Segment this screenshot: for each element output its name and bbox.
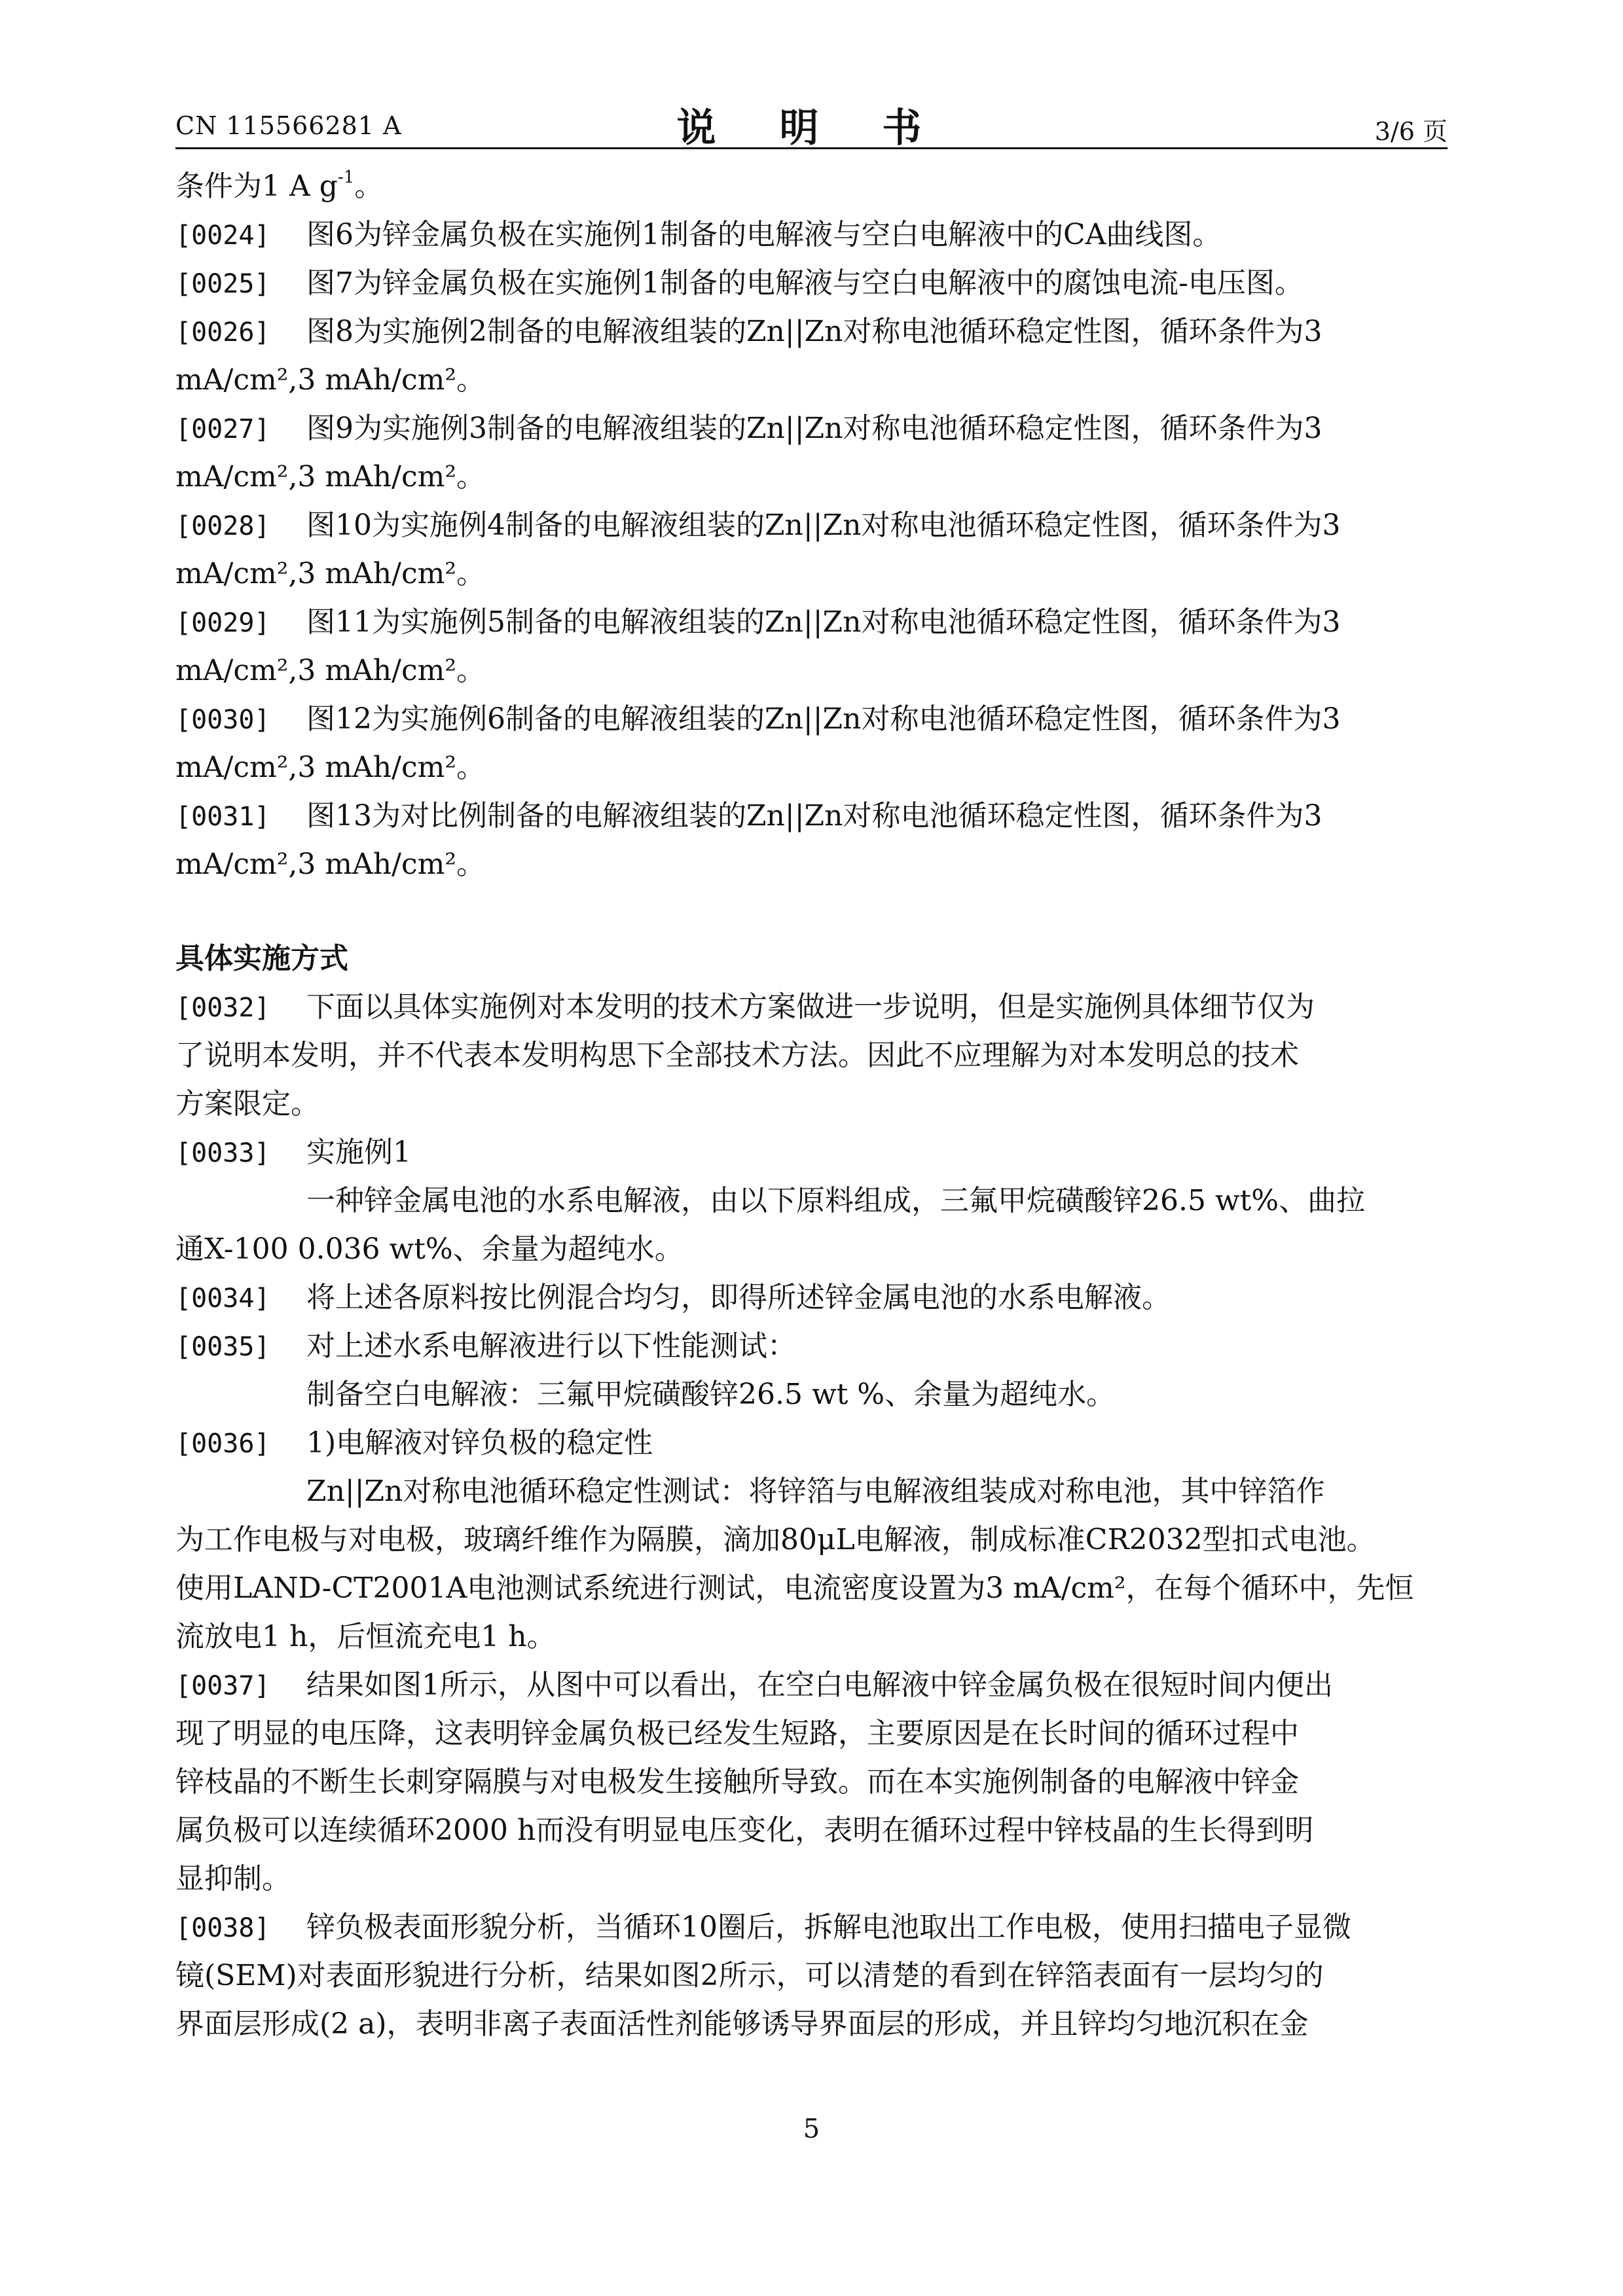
paragraph-number: [0034] <box>175 1283 270 1314</box>
line-text: 图11为实施例5制备的电解液组装的Zn||Zn对称电池循环稳定性图，循环条件为3 <box>306 605 1341 639</box>
paragraph-number: [0036] <box>175 1429 270 1459</box>
line-text: 锌负极表面形貌分析，当循环10圈后，拆解电池取出工作电极，使用扫描电子显微 <box>306 1910 1351 1944</box>
figure-descriptions <box>175 162 1448 889</box>
line-text: 实施例1 <box>306 1136 411 1169</box>
text-line <box>175 1419 1448 1467</box>
line-text: 将上述各原料按比例混合均匀，即得所述锌金属电池的水系电解液。 <box>306 1281 1171 1314</box>
paragraph-number: [0030] <box>175 705 270 735</box>
line-text: mA/cm²,3 mAh/cm²。 <box>175 363 485 397</box>
line-text: 下面以具体实施例对本发明的技术方案做进一步说明，但是实施例具体细节仅为 <box>306 990 1315 1024</box>
line-text: mA/cm²,3 mAh/cm²。 <box>175 460 485 493</box>
line-text: 图13为对比例制备的电解液组装的Zn||Zn对称电池循环稳定性图，循环条件为3 <box>306 799 1322 833</box>
line-text: 方案限定。 <box>175 1087 319 1121</box>
line-text: 一种锌金属电池的水系电解液，由以下原料组成，三氟甲烷磺酸锌26.5 wt%、曲拉 <box>306 1184 1366 1217</box>
text-line <box>175 1952 1448 2000</box>
line-text: 镜(SEM)对表面形貌进行分析，结果如图2所示，可以清楚的看到在锌箔表面有一层均匀的 <box>175 1959 1324 1992</box>
line-text: mA/cm²,3 mAh/cm²。 <box>175 654 485 687</box>
line-text: 1)电解液对锌负极的稳定性 <box>306 1426 653 1460</box>
text-line <box>175 1758 1448 1806</box>
paragraph-number: [0028] <box>175 511 270 541</box>
text-line <box>175 1274 1448 1322</box>
paragraph-number: [0024] <box>175 221 270 251</box>
text-line <box>175 792 1448 840</box>
line-text: 界面层形成(2 a)，表明非离子表面活性剂能够诱导界面层的形成，并且锌均匀地沉积在金 <box>175 2007 1309 2041</box>
text-line <box>175 453 1448 501</box>
line-text: 属负极可以连续循环2000 h而没有明显电压变化，表明在循环过程中锌枝晶的生长得到明 <box>175 1814 1314 1847</box>
text-line <box>175 356 1448 404</box>
paragraph-number: [0025] <box>175 269 270 299</box>
line-text: 条件为1 A g <box>175 170 338 203</box>
text-line <box>175 1322 1448 1371</box>
text-line <box>175 1177 1448 1225</box>
text-line <box>175 1855 1448 1903</box>
line-suffix: 。 <box>354 170 384 203</box>
line-text: 对上述水系电解液进行以下性能测试： <box>306 1329 796 1363</box>
text-line <box>175 1225 1448 1274</box>
line-text: 图7为锌金属负极在实施例1制备的电解液与空白电解液中的腐蚀电流-电压图。 <box>306 266 1304 300</box>
line-text: 图8为实施例2制备的电解液组装的Zn||Zn对称电池循环稳定性图，循环条件为3 <box>306 315 1322 348</box>
text-line <box>175 1371 1448 1419</box>
section-gap <box>175 889 1448 935</box>
header-rule <box>175 147 1448 149</box>
text-line <box>175 404 1448 453</box>
line-text: 通X-100 0.036 wt%、余量为超纯水。 <box>175 1232 684 1266</box>
line-text: 锌枝晶的不断生长刺穿隔膜与对电极发生接触所导致。而在本实施例制备的电解液中锌金 <box>175 1765 1299 1799</box>
superscript: -1 <box>337 168 355 187</box>
text-line <box>175 211 1448 259</box>
line-text: 图9为实施例3制备的电解液组装的Zn||Zn对称电池循环稳定性图，循环条件为3 <box>306 412 1322 445</box>
paragraph-number: [0026] <box>175 317 270 348</box>
text-line <box>175 501 1448 550</box>
text-line <box>175 550 1448 598</box>
paragraph-number: [0027] <box>175 414 270 444</box>
embodiment-paragraphs <box>175 983 1448 2049</box>
line-text: 流放电1 h，后恒流充电1 h。 <box>175 1620 556 1653</box>
line-text: mA/cm²,3 mAh/cm²。 <box>175 751 485 784</box>
text-line <box>175 1903 1448 1952</box>
text-line <box>175 1564 1448 1613</box>
page-number: 5 <box>803 2114 820 2144</box>
line-text: 使用LAND-CT2001A电池测试系统进行测试，电流密度设置为3 mA/cm²，在每个循环中，先恒 <box>175 1571 1414 1605</box>
text-line <box>175 744 1448 792</box>
paragraph-number: [0035] <box>175 1332 270 1362</box>
text-line <box>175 1128 1448 1177</box>
text-line <box>175 2000 1448 2049</box>
page-indicator: 3/6 页 <box>1374 117 1448 146</box>
text-line <box>175 1516 1448 1564</box>
patent-number: CN 115566281 A <box>175 111 402 140</box>
line-text: 制备空白电解液：三氟甲烷磺酸锌26.5 wt %、余量为超纯水。 <box>306 1378 1116 1411</box>
paragraph-number: [0032] <box>175 993 270 1023</box>
paragraph-number: [0029] <box>175 608 270 638</box>
text-line <box>175 1031 1448 1080</box>
text-line <box>175 598 1448 647</box>
section-heading: 具体实施方式 <box>175 942 348 975</box>
paragraph-number: [0037] <box>175 1671 270 1701</box>
line-text: Zn||Zn对称电池循环稳定性测试：将锌箔与电解液组装成对称电池，其中锌箔作 <box>306 1475 1325 1508</box>
line-text: mA/cm²,3 mAh/cm²。 <box>175 557 485 590</box>
text-line <box>175 1467 1448 1516</box>
paragraph-number: [0038] <box>175 1913 270 1943</box>
text-line <box>175 983 1448 1031</box>
text-line <box>175 308 1448 356</box>
text-line <box>175 1613 1448 1661</box>
line-text: 图10为实施例4制备的电解液组装的Zn||Zn对称电池循环稳定性图，循环条件为3 <box>306 509 1341 542</box>
text-line <box>175 1661 1448 1710</box>
line-text: 了说明本发明，并不代表本发明构思下全部技术方法。因此不应理解为对本发明总的技术 <box>175 1039 1299 1072</box>
line-text: 结果如图1所示，从图中可以看出，在空白电解液中锌金属负极在很短时间内便出 <box>306 1668 1333 1702</box>
line-text: 现了明显的电压降，这表明锌金属负极已经发生短路，主要原因是在长时间的循环过程中 <box>175 1717 1299 1750</box>
line-text: 显抑制。 <box>175 1862 291 1895</box>
text-line <box>175 1806 1448 1855</box>
paragraph-number: [0033] <box>175 1138 270 1168</box>
text-line <box>175 1710 1448 1758</box>
text-line <box>175 259 1448 308</box>
paragraph-number: [0031] <box>175 802 270 832</box>
line-text: 图6为锌金属负极在实施例1制备的电解液与空白电解液中的CA曲线图。 <box>306 218 1222 251</box>
text-line <box>175 647 1448 695</box>
text-line <box>175 695 1448 744</box>
document-body <box>175 162 1448 2049</box>
line-text: 为工作电极与对电极，玻璃纤维作为隔膜，滴加80μL电解液，制成标准CR2032型扣式电池。 <box>175 1523 1376 1556</box>
line-text: mA/cm²,3 mAh/cm²。 <box>175 848 485 881</box>
text-line <box>175 840 1448 889</box>
text-line <box>175 1080 1448 1128</box>
text-line <box>175 162 1448 211</box>
line-text: 图12为实施例6制备的电解液组装的Zn||Zn对称电池循环稳定性图，循环条件为3 <box>306 702 1341 736</box>
doc-type-title: 说 明 书 <box>676 105 947 151</box>
